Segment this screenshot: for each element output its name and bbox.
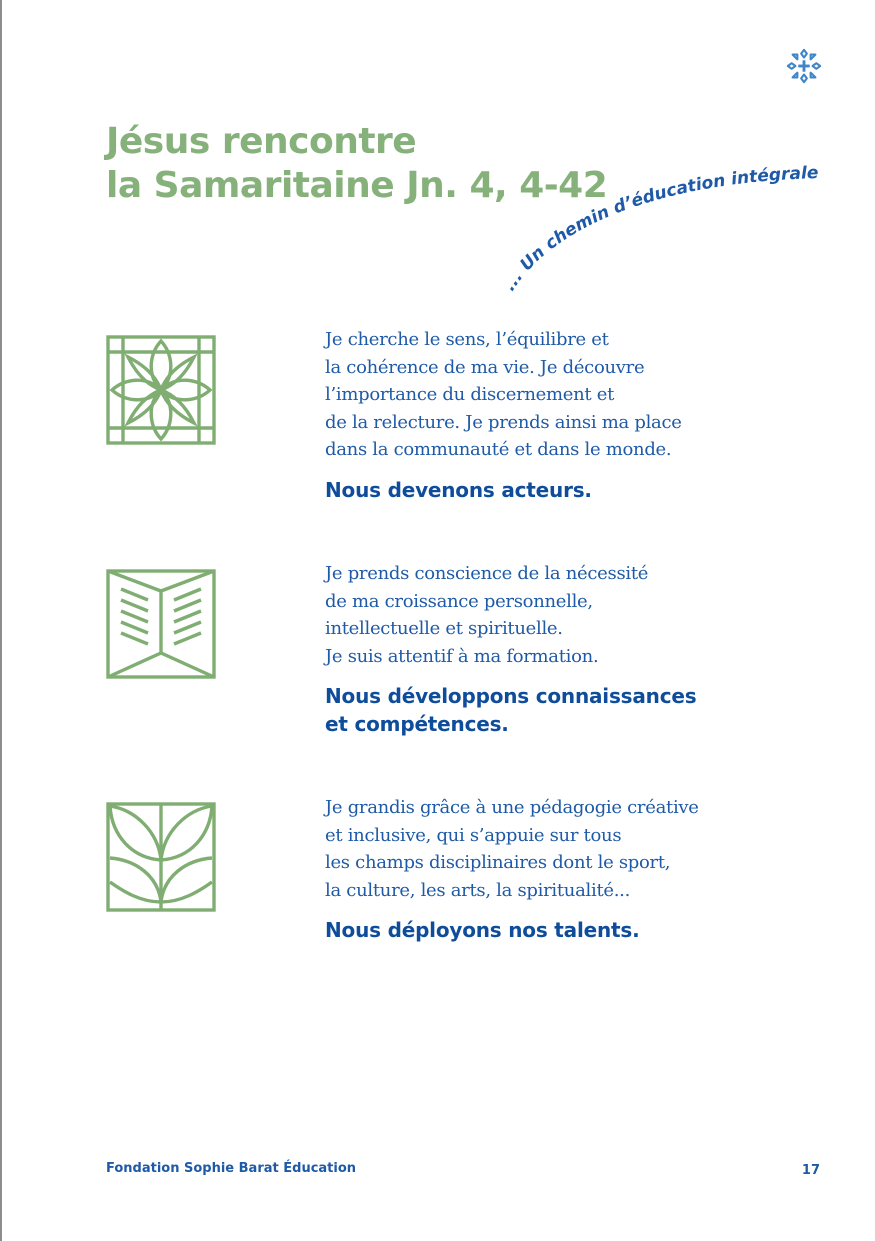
- title-line-1: Jésus rencontre: [106, 121, 417, 162]
- footer-organization: Fondation Sophie Barat Éducation: [106, 1161, 357, 1176]
- open-book-icon: [106, 569, 216, 679]
- section-2-line-4: Je suis attentif à ma formation.: [325, 645, 599, 667]
- section-1: [325, 326, 765, 504]
- section-2: [325, 560, 765, 738]
- section-2-conclusion: [325, 682, 765, 738]
- section-3-line-3: les champs disciplinaires dont le sport,: [325, 852, 671, 874]
- section-3: [325, 794, 765, 944]
- title-line-2: la Samaritaine Jn. 4, 4-42: [106, 165, 608, 206]
- section-2-conclusion-line-2: et compétences.: [325, 712, 509, 737]
- section-3-conclusion-line-1: Nous déployons nos talents.: [325, 918, 640, 943]
- section-1-line-1: Je cherche le sens, l’équilibre et: [325, 329, 609, 350]
- section-1-conclusion: [325, 476, 765, 504]
- section-3-conclusion: [325, 916, 765, 944]
- section-1-conclusion-line-1: Nous devenons acteurs.: [325, 477, 592, 502]
- curved-subtitle: [470, 120, 860, 320]
- page-edge: [0, 0, 2, 1241]
- leaf-plant-icon: [106, 802, 216, 912]
- section-1-line-2: la cohérence de ma vie. Je découvre: [325, 356, 645, 378]
- section-3-line-2: et inclusive, qui s’appuie sur tous: [325, 824, 622, 846]
- section-2-body: [325, 560, 765, 670]
- section-1-line-5: dans la communauté et dans le monde.: [325, 439, 672, 461]
- subtitle-arc-textpath: ... Un chemin d’éducation intégrale: [499, 163, 819, 295]
- section-2-line-1: Je prends conscience de la nécessité: [325, 563, 649, 584]
- section-2-line-2: de ma croissance personnelle,: [325, 590, 593, 612]
- section-2-line-3: intellectuelle et spirituelle.: [325, 618, 563, 640]
- page-number: 17: [801, 1163, 820, 1178]
- section-1-body: [325, 326, 765, 464]
- foundation-emblem-icon: [785, 47, 823, 85]
- subtitle-arc-text: [499, 163, 818, 295]
- section-3-line-1: Je grandis grâce à une pédagogie créative: [325, 797, 699, 818]
- section-3-line-4: la culture, les arts, la spiritualité...: [325, 879, 630, 901]
- section-2-conclusion-line-1: Nous développons connaissances: [325, 684, 697, 709]
- section-1-line-4: de la relecture. Je prends ainsi ma place: [325, 411, 682, 433]
- flower-window-icon: [106, 335, 216, 445]
- section-1-line-3: l’importance du discernement et: [325, 384, 615, 406]
- section-3-body: [325, 794, 765, 904]
